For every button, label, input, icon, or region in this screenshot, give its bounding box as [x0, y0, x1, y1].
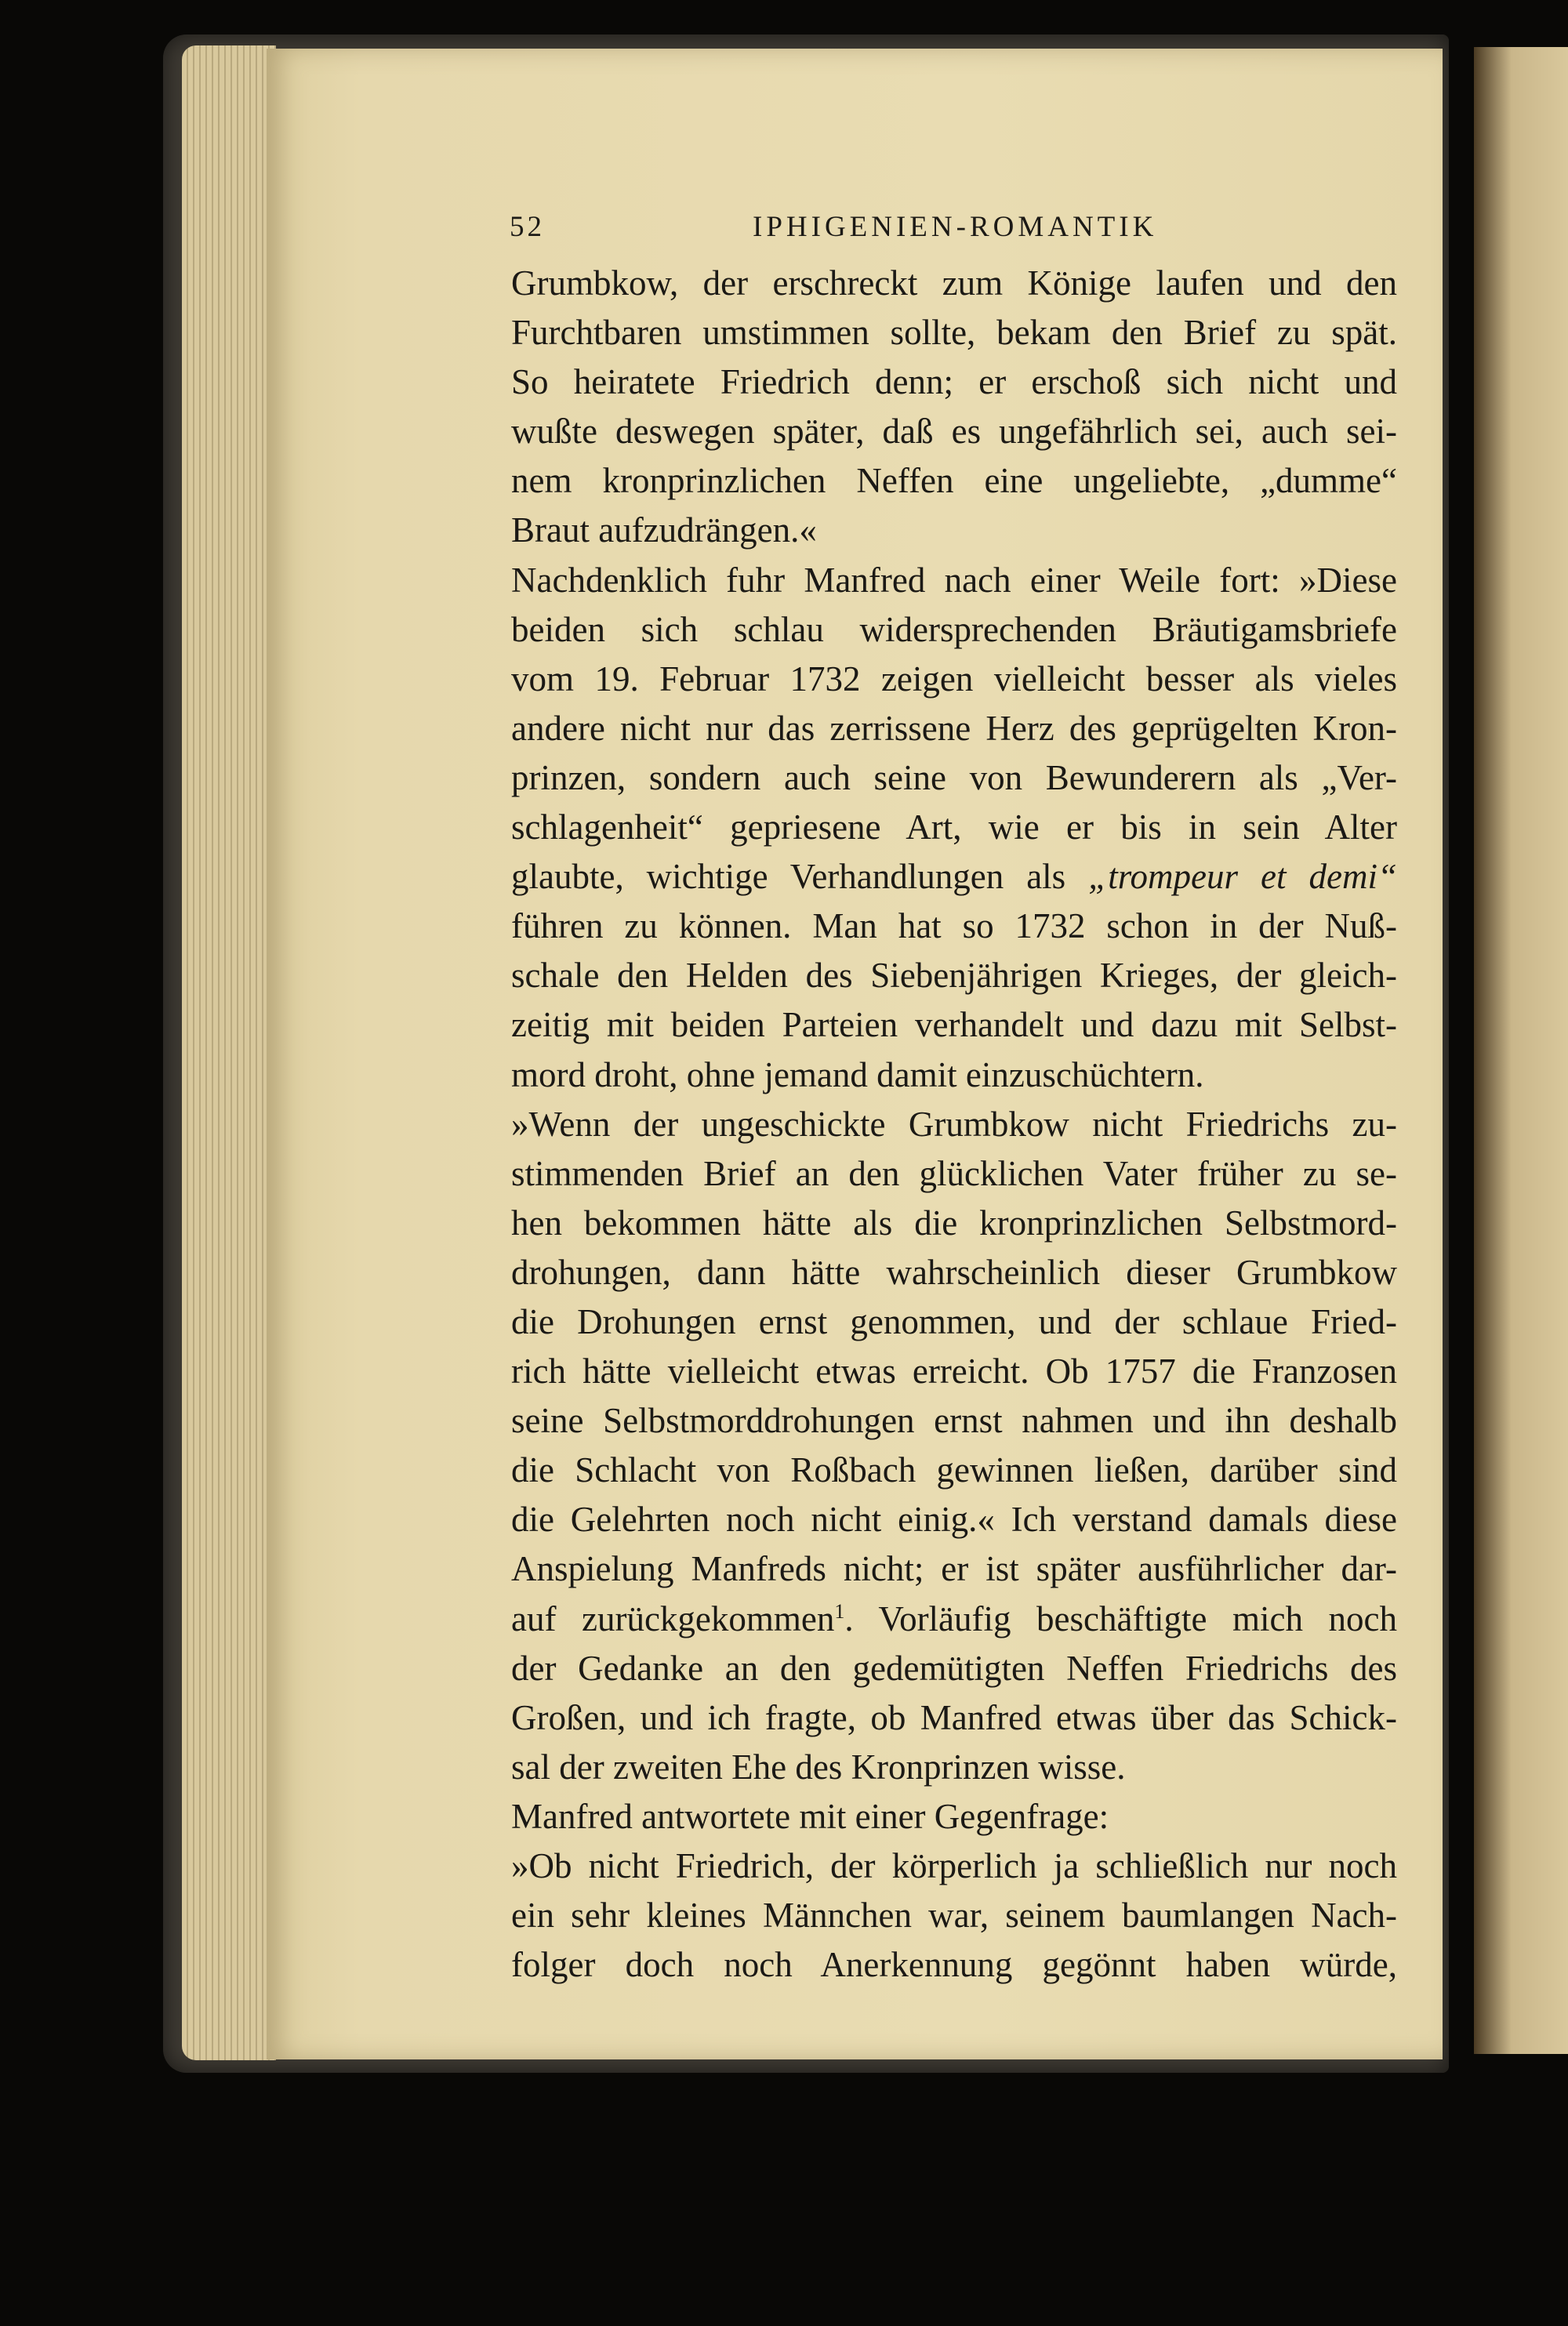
text-line: Anspielung Manfreds nicht; er ist später ausführlicher dar- — [511, 1549, 1397, 1589]
text-line: hen bekommen hätte als die kronprinzlichen Selbstmord- — [511, 1203, 1397, 1243]
page-number: 52 — [510, 211, 545, 243]
text-line: drohungen, dann hätte wahrscheinlich dieser Grumbkow — [511, 1252, 1397, 1292]
text-line: prinzen, sondern auch seine von Bewunderern als „Ver- — [511, 757, 1397, 797]
text-line: führen zu können. Man hat so 1732 schon in der Nuß- — [511, 906, 1397, 946]
text-line: vom 19. Februar 1732 zeigen vielleicht besser als vieles — [511, 659, 1397, 699]
text-line: andere nicht nur das zerrissene Herz des geprügelten Kron- — [511, 708, 1397, 748]
italic-phrase: „trompeur et demi“ — [1088, 857, 1397, 897]
text-line: der Gedanke an den gedemütigten Neffen Friedrichs des — [511, 1648, 1397, 1688]
text-line: So heiratete Friedrich denn; er erschoß sich nicht und — [511, 362, 1397, 402]
text-line: Großen, und ich fragte, ob Manfred etwas über das Schick- — [511, 1697, 1397, 1737]
text-line: beiden sich schlau widersprechenden Bräutigamsbriefe — [511, 609, 1397, 649]
text-line: Grumbkow, der erschreckt zum Könige laufen und den — [511, 263, 1397, 303]
running-title: IPHIGENIEN-ROMANTIK — [753, 211, 1158, 243]
text-line: »Wenn der ungeschickte Grumbkow nicht Friedrichs zu- — [511, 1104, 1397, 1144]
text-line: Furchtbaren umstimmen sollte, bekam den Brief zu spät. — [511, 313, 1397, 353]
text-line: folger doch noch Anerkennung gegönnt haben würde, — [511, 1945, 1397, 1985]
text-line: rich hätte vielleicht etwas erreicht. Ob 1757 die Franzosen — [511, 1352, 1397, 1392]
footnote-reference: 1 — [834, 1599, 845, 1623]
text-line: Nachdenklich fuhr Manfred nach einer Weile fort: »Diese — [511, 560, 1397, 600]
text-line: ein sehr kleines Männchen war, seinem baumlangen Nach- — [511, 1896, 1397, 1936]
text-line: seine Selbstmorddrohungen ernst nahmen und ihn deshalb — [511, 1401, 1397, 1441]
text-line: stimmenden Brief an den glücklichen Vater früher zu se- — [511, 1153, 1397, 1193]
text-line: auf zurückgekommen$^1$. Vorläufig beschäftigte mich noch — [511, 1598, 1397, 1638]
text-line: die Drohungen ernst genommen, und der schlaue Fried- — [511, 1301, 1397, 1341]
text-line: schale den Helden des Siebenjährigen Krieges, der gleich- — [511, 956, 1397, 996]
body-text — [511, 259, 1397, 1990]
page-edges — [182, 45, 276, 2060]
text-line: Manfred antwortete mit einer Gegenfrage: — [511, 1796, 1109, 1836]
text-line: wußte deswegen später, daß es ungefährlich sei, auch sei- — [511, 412, 1397, 452]
text-line: sal der zweiten Ehe des Kronprinzen wisse. — [511, 1747, 1126, 1787]
text-line: glaubte, wichtige Verhandlungen als „trompeur et demi“ — [511, 857, 1397, 897]
text-line: schlagenheit“ gepriesene Art, wie er bis in sein Alter — [511, 807, 1397, 847]
text-line: die Gelehrten noch nicht einig.« Ich verstand damals diese — [511, 1500, 1397, 1540]
text-line: zeitig mit beiden Parteien verhandelt und dazu mit Selbst- — [511, 1005, 1397, 1045]
text-line: mord droht, ohne jemand damit einzuschüchtern. — [511, 1054, 1204, 1094]
text-line: Braut aufzudrängen.« — [511, 510, 817, 550]
text-line: die Schlacht von Roßbach gewinnen ließen, darüber sind — [511, 1450, 1397, 1490]
text-line: »Ob nicht Friedrich, der körperlich ja schließlich nur noch — [511, 1846, 1397, 1885]
text-line: nem kronprinzlichen Neffen eine ungeliebte, „dumme“ — [511, 461, 1397, 501]
running-header — [510, 210, 1294, 257]
adjacent-page-edge — [1474, 47, 1568, 2054]
